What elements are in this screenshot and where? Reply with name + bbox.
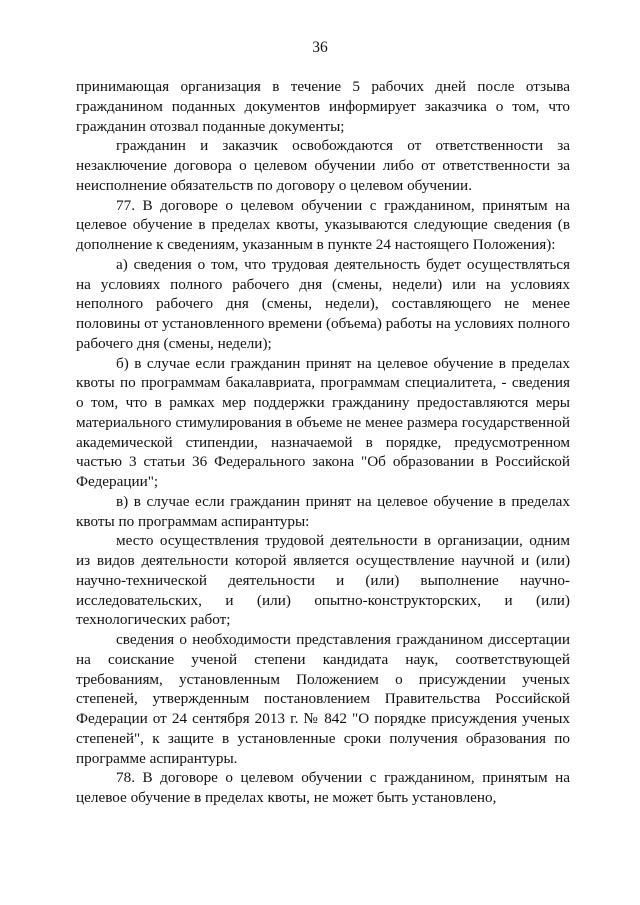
paragraph-clause-77: 77. В договоре о целевом обучении с гражданином, принятым на целевое обучение в пределах квоты, указываются следующие сведения (в дополнение к сведениям, указанным в пункте 24 настоящего Положения): (76, 196, 570, 253)
page-number: 36 (312, 39, 328, 56)
paragraph-liability-exemption: гражданин и заказчик освобождаются от ответственности за незаключение договора о целевом обучении либо от ответственности за неисполнение обязательств по договору о целевом обучении. (76, 137, 570, 194)
paragraph-clause-78: 78. В договоре о целевом обучении с гражданином, принятым на целевое обучение в пределах квоты, не может быть установлено, (76, 769, 570, 806)
paragraph-clause-77-b: б) в случае если гражданин принят на целевое обучение в пределах квоты по программам бакалавриата, программам специалитета, - сведения о том, что в рамках мер поддержки гражданину предоставляются меры материального стимулирования в объеме не менее размера государственной академической стипендии, назначаемой в порядке, предусмотренном частью 3 статьи 36 Федерального закона "Об образовании в Российской Федерации"; (76, 354, 570, 490)
paragraph-continuation: принимающая организация в течение 5 рабочих дней после отзыва гражданином поданных документов информирует заказчика о том, что гражданин отозвал поданные документы; (76, 78, 570, 135)
paragraph-workplace: место осуществления трудовой деятельности в организации, одним из видов деятельности которой является осуществление научной и (или) научно-технической деятельности и (или) выполнение научно-исследовательских, и (или) опытно-конструкторских, и (или) технологических работ; (76, 532, 570, 629)
document-body (76, 77, 570, 808)
paragraph-clause-77-v: в) в случае если гражданин принят на целевое обучение в пределах квоты по программам аспирантуры: (76, 492, 570, 530)
paragraph-clause-77-a: а) сведения о том, что трудовая деятельность будет осуществляться на условиях полного рабочего дня (смены, недели) или на условиях неполного рабочего дня (смены, недели), составляющего не менее половины от установленного времени (объема) работы на условиях полного рабочего дня (смены, недели); (76, 255, 570, 352)
paragraph-dissertation: сведения о необходимости представления гражданином диссертации на соискание ученой степени кандидата наук, соответствующей требованиям, установленным Положением о присуждении ученых степеней, утвержденным постановлением Правительства Российской Федерации от 24 сентября 2013 г. № 842 "О порядке присуждения ученых степеней", к защите в установленные сроки получения образования по программе аспирантуры. (76, 631, 570, 767)
